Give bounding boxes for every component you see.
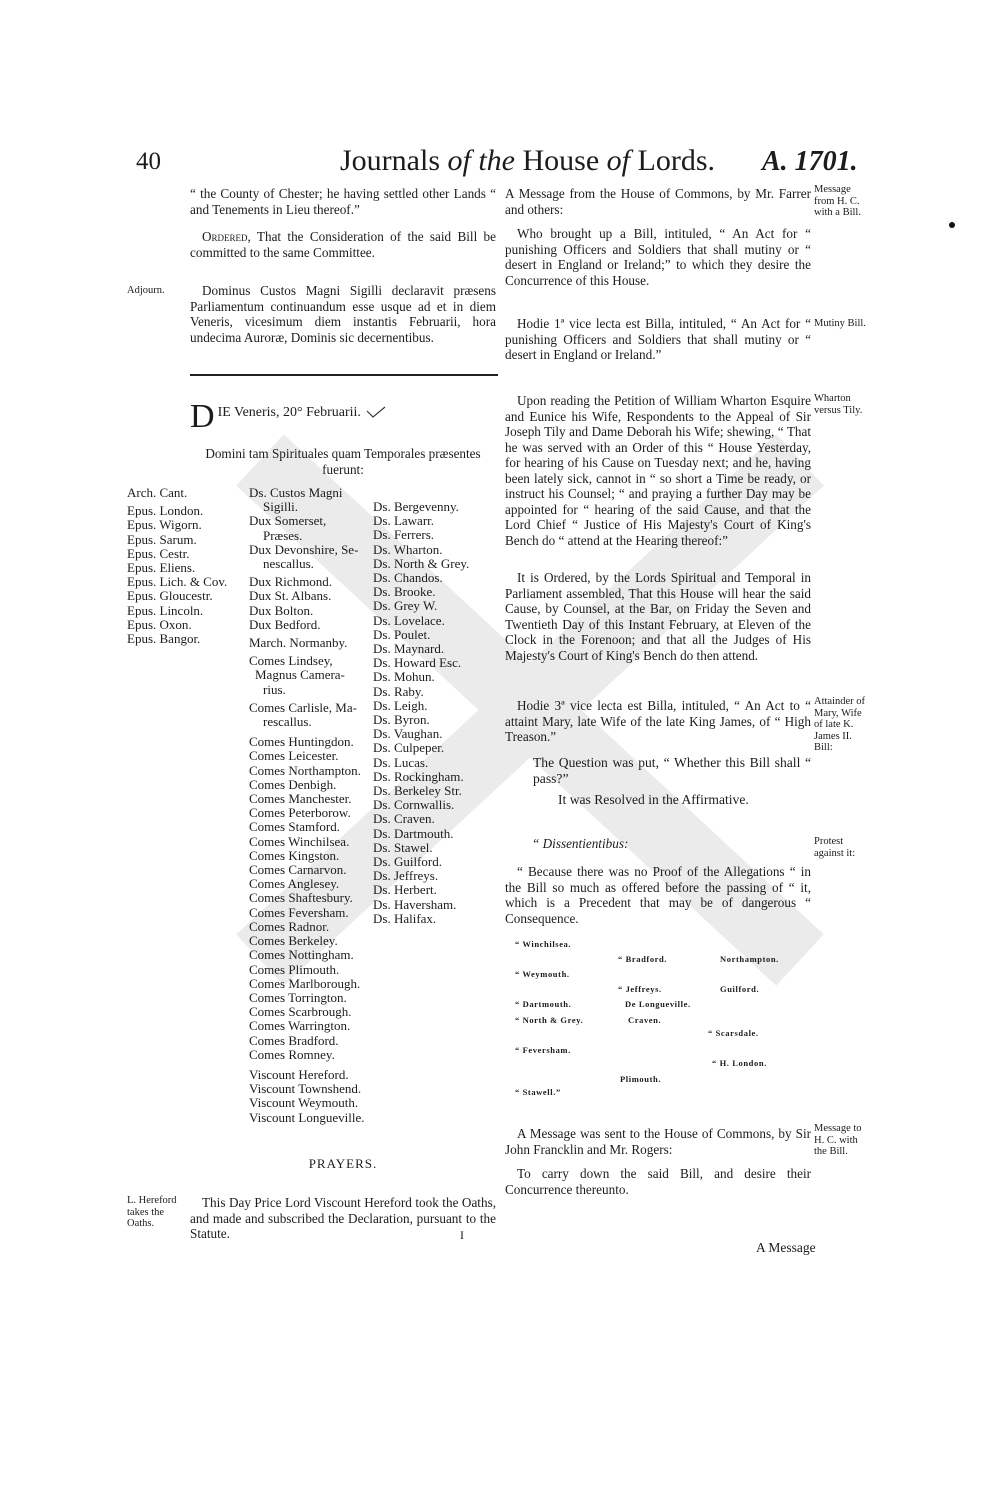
hereford-paragraph: This Day Price Lord Viscount Hereford took the Oaths, and made and subscribed the Declaration, pursuant to the Statute. [190, 1195, 496, 1241]
dissenter-signature: “ Weymouth. [515, 969, 570, 979]
lord-name: Ds. Brooke. [373, 584, 436, 600]
lord-name: Epus. Bangor. [127, 631, 201, 647]
lord-name: Dux Devonshire, Se- [249, 541, 359, 557]
carry-down-paragraph: To carry down the said Bill, and desire their Concurrence thereunto. [505, 1166, 811, 1197]
lord-name: Dux Richmond. [249, 574, 333, 590]
lord-name: Comes Anglesey. [249, 876, 340, 892]
journal-title: Journals of the House of Lords. [340, 144, 715, 177]
lord-name: Comes Leicester. [249, 748, 339, 764]
lord-name: Ds. Stawel. [373, 839, 433, 855]
page-number: 40 [136, 148, 161, 175]
lord-name: Ds. Cornwallis. [373, 797, 455, 813]
lord-name: Comes Northampton. [249, 762, 361, 778]
lord-name: Viscount Hereford. [249, 1066, 349, 1082]
margin-protest: Protest against it: [814, 836, 856, 859]
lord-name: Ds. Jeffreys. [373, 868, 439, 884]
ordered-committee-paragraph: Ordered, That the Consideration of the said Bill be committed to the same Committee. [190, 229, 497, 260]
dissenter-signature: Plimouth. [620, 1074, 662, 1084]
margin-message-from-hc: Message from H. C. with a Bill. [814, 184, 861, 218]
question-paragraph: The Question was put, “ Whether this Bill shall “ pass?” [533, 755, 811, 786]
third-reading-paragraph: Hodie 3ª vice lecta est Billa, intituled, “ An Act to “ attaint Mary, late Wife of the late King James, of “ High Treason.” [505, 698, 811, 744]
lord-name: Ds. Vaughan. [373, 726, 443, 742]
lord-name: Ds. Mohun. [373, 669, 435, 685]
margin-message-to-hc: Message to H. C. with the Bill. [814, 1123, 862, 1157]
lord-name: Ds. Maynard. [373, 641, 445, 657]
dissent-heading: “ Dissentientibus: [532, 836, 629, 851]
lord-name: Comes Plimouth. [249, 961, 340, 977]
lord-name: Ds. Guilford. [373, 854, 442, 870]
prayers-heading: PRAYERS. [308, 1156, 378, 1171]
lord-name: Comes Nottingham. [249, 947, 354, 963]
dissenter-signature: “ Bradford. [618, 954, 668, 964]
lord-name: Dux Bolton. [249, 602, 314, 618]
lord-name: Epus. Cestr. [127, 545, 190, 561]
lord-name: Comes Shaftesbury. [249, 890, 353, 906]
lord-name: Comes Bradford. [249, 1032, 339, 1048]
margin-adjourn: Adjourn. [127, 285, 165, 296]
lord-name: Ds. Halifax. [373, 910, 437, 926]
dominus-custos-paragraph: Dominus Custos Magni Sigilli declaravit præsens Parliamentum continuandum esse usque ad et in diem Veneris, vicesimum diem instantis Februarii, hora undecima Auroræ, Dominis sic decernentibus. [190, 283, 496, 345]
lord-name: Dux St. Albans. [249, 588, 332, 604]
lord-name: Epus. Wigorn. [127, 517, 202, 533]
lord-name: Comes Carlisle, Ma- [249, 699, 357, 715]
lord-name: Dux Somerset, [249, 513, 327, 529]
lord-name: Comes Romney. [249, 1046, 335, 1062]
because-paragraph: “ Because there was no Proof of the Allegations “ in the Bill so much as offered before the passing of “ it, which is a Precedent that may be of dangerous “ Consequence. [505, 864, 811, 926]
lord-name: Comes Torrington. [249, 989, 347, 1005]
lord-name: Epus. Eliens. [127, 560, 196, 576]
margin-wharton-tily: Wharton versus Tily. [814, 393, 863, 416]
lord-name: Comes Scarbrough. [249, 1004, 352, 1020]
lord-name: Epus. Gloucestr. [127, 588, 213, 604]
lord-name: Ds. Raby. [373, 683, 424, 699]
chester-paragraph: “ the County of Chester; he having settled other Lands “ and Tenements in Lieu thereof.” [190, 186, 496, 217]
dissenter-signature: “ North & Grey. [515, 1015, 584, 1025]
message-sent-paragraph: A Message was sent to the House of Commons, by Sir John Francklin and Mr. Rogers: [505, 1126, 811, 1157]
lord-name: Ds. Howard Esc. [373, 655, 462, 671]
dissenter-signature: “ Feversham. [515, 1045, 571, 1055]
margin-attainder: Attainder of Mary, Wife of late K. James II. Bill: [814, 696, 866, 753]
lord-name: Ds. Bergevenny. [373, 499, 459, 514]
lord-name: Comes Kingston. [249, 847, 340, 863]
lord-name: Arch. Cant. [127, 485, 188, 500]
lord-name: Comes Carnarvon. [249, 862, 347, 878]
domini-heading: Domini tam Spirituales quam Temporales præsentes fuerunt: [205, 446, 481, 477]
lord-name: Comes Denbigh. [249, 776, 337, 792]
lord-name: Epus. Lincoln. [127, 602, 204, 618]
lord-name: nescallus. [263, 556, 314, 572]
lord-name: Ds. Rockingham. [373, 768, 464, 784]
lord-name: Ds. Leigh. [373, 697, 428, 713]
lord-name: Comes Warrington. [249, 1018, 351, 1034]
drop-cap: D [190, 398, 215, 435]
dissenter-signature: “ Winchilsea. [515, 939, 572, 949]
dissenter-signature: “ H. London. [712, 1058, 767, 1068]
die-heading: D IE Veneris, 20° Februarii. [190, 402, 496, 436]
lord-name: Comes Stamford. [249, 819, 340, 835]
dissenter-signature: “ Jeffreys. [618, 984, 662, 994]
dissenter-signature: Northampton. [720, 954, 779, 964]
dissenter-signature: Craven. [628, 1015, 662, 1025]
lord-name: Comes Feversham. [249, 904, 349, 920]
resolved-line: It was Resolved in the Affirmative. [558, 792, 749, 807]
margin-mutiny-bill: Mutiny Bill. [814, 318, 866, 329]
lord-name: rescallus. [263, 714, 312, 730]
barons-column [373, 500, 499, 926]
lord-name: Ds. Berkeley Str. [373, 783, 462, 799]
lord-name: Ds. Grey W. [373, 598, 438, 614]
lord-name: Ds. Wharton. [373, 541, 443, 557]
lord-name: Ds. Dartmouth. [373, 825, 454, 841]
lord-name: Ds. Culpeper. [373, 740, 445, 756]
dissenter-signature: “ Dartmouth. [515, 999, 572, 1009]
dissenter-signature: “ Scarsdale. [708, 1028, 759, 1038]
page-year: A. 1701. [762, 146, 858, 177]
wharton-petition-paragraph: Upon reading the Petition of William Wharton Esquire and Eunice his Wife, Respondents to the Appeal of Sir Joseph Tily and Dame Deborah his Wife; shewing, “ That he was served with an Order of this “ House Yesterday, for hearing of his Cause on Tuesday next; and he, having been lately sick, cannot in “ so short a Time be ready, or instruct his Counsel; “ and praying a further Day may be appointed for “ hearing of the said Cause, and that the Lord Chief “ Justice of His Majesty's Court of King's Bench do “ attend at the Hearing thereof:” [505, 393, 811, 548]
lord-name: Comes Huntingdon. [249, 734, 354, 750]
margin-hereford: L. Hereford takes the Oaths. [127, 1195, 177, 1229]
temporal-lords-column [249, 486, 371, 1125]
lord-name: Comes Manchester. [249, 791, 352, 807]
signature-mark: I [460, 1228, 464, 1242]
lord-name: Sigilli. [263, 499, 299, 515]
lord-name: Ds. Lovelace. [373, 612, 445, 628]
lord-name: Comes Lindsey, [249, 653, 333, 669]
dissenter-signature: “ Stawell.” [515, 1087, 561, 1097]
lord-name: Ds. Lucas. [373, 754, 429, 770]
lord-name: Dux Bedford. [249, 616, 321, 632]
lord-name: Viscount Weymouth. [249, 1095, 359, 1111]
lord-name: Ds. Herbert. [373, 882, 437, 898]
lord-name: Comes Marlborough. [249, 975, 361, 991]
lord-name: March. Normanby. [249, 635, 348, 651]
lord-name: Comes Peterborow. [249, 805, 351, 821]
lord-name: Comes Radnor. [249, 918, 330, 934]
ink-dot [949, 222, 955, 228]
lord-name: Ds. North & Grey. [373, 555, 470, 571]
hearing-order-paragraph: It is Ordered, by the Lords Spiritual and Temporal in Parliament assembled, That this House will hear the said Cause, by Counsel, at the Bar, on Friday the Seven and Twentieth Day of this Instant February, at Eleven of the Clock in the Forenoon; and that all the Judges of His Majesty's Court of King's Bench do then attend. [505, 570, 811, 663]
lord-name: Ds. Ferrers. [373, 527, 435, 543]
dissenter-signature: De Longueville. [625, 999, 691, 1009]
lord-name: Comes Winchilsea. [249, 833, 350, 849]
lord-name: Ds. Haversham. [373, 896, 457, 912]
lord-name: Præses. [263, 527, 303, 543]
first-reading-paragraph: Hodie 1ª vice lecta est Billa, intituled, “ An Act for “ punishing Officers and Soldiers that shall mutiny or “ desert in England or Ireland.” [505, 316, 811, 362]
catchword: A Message [756, 1240, 816, 1255]
who-brought-paragraph: Who brought up a Bill, intituled, “ An Act for “ punishing Officers and Soldiers that shall mutiny or “ desert in England or Ireland;” to which they desire the Concurrence of this House. [505, 226, 811, 288]
lord-name: Ds. Byron. [373, 712, 430, 728]
spiritual-lords-column [127, 486, 247, 646]
lord-name: Ds. Chandos. [373, 570, 443, 586]
lord-name: Epus. Lich. & Cov. [127, 574, 228, 590]
lord-name: Ds. Custos Magni [249, 485, 343, 500]
lord-name: Epus. Sarum. [127, 531, 197, 547]
lord-name: Magnus Camera- [255, 667, 345, 683]
lord-name: Viscount Longueville. [249, 1109, 365, 1125]
tick-mark-icon [365, 406, 387, 418]
section-divider [190, 374, 498, 376]
dissenter-signature: Guilford. [720, 984, 760, 994]
lord-name: Ds. Craven. [373, 811, 435, 827]
lord-name: Epus. Oxon. [127, 616, 192, 632]
lord-name: Viscount Townshend. [249, 1081, 362, 1097]
lord-name: Ds. Lawarr. [373, 513, 435, 529]
lord-name: Ds. Poulet. [373, 626, 431, 642]
lord-name: Comes Berkeley. [249, 933, 338, 949]
commons-message-paragraph: A Message from the House of Commons, by Mr. Farrer and others: [505, 186, 811, 217]
lord-name: Epus. London. [127, 503, 204, 519]
lord-name: rius. [263, 681, 286, 697]
page-header [0, 144, 992, 184]
